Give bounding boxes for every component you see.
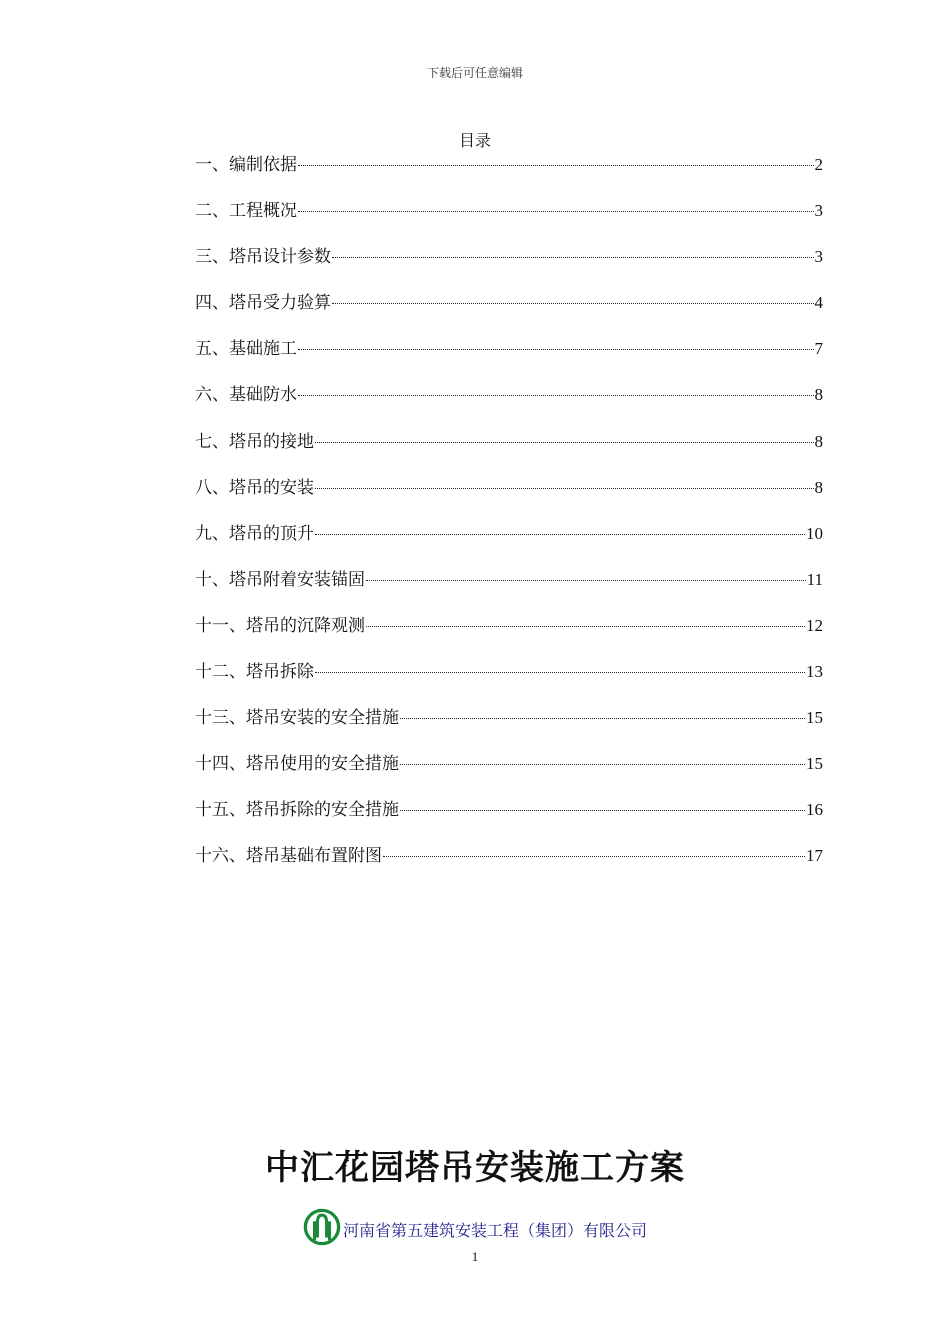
toc-item-label: 八、塔吊的安装: [195, 477, 314, 497]
company-logo-icon: [303, 1208, 343, 1251]
toc-item[interactable]: [195, 841, 823, 887]
toc-item-label: 十一、塔吊的沉降观测: [195, 615, 365, 635]
toc-leader: [315, 672, 805, 673]
toc-item[interactable]: [195, 703, 823, 749]
toc-item[interactable]: [195, 380, 823, 426]
toc-item-label: 三、塔吊设计参数: [195, 247, 331, 267]
document-title: 中汇花园塔吊安装施工方案: [265, 1150, 685, 1187]
toc-item[interactable]: [195, 795, 823, 841]
toc-item[interactable]: [195, 150, 823, 196]
toc-item-page: 10: [806, 523, 823, 543]
toc-leader: [400, 764, 805, 765]
toc-item-page: 17: [806, 846, 823, 866]
toc-item-page: 13: [806, 662, 823, 682]
toc-item-label: 十五、塔吊拆除的安全措施: [195, 800, 399, 820]
toc-item-label: 九、塔吊的顶升: [195, 523, 314, 543]
toc-leader: [400, 718, 805, 719]
toc-item-label: 十、塔吊附着安装锚固: [195, 569, 365, 589]
toc-item-label: 七、塔吊的接地: [195, 431, 314, 451]
toc-item-page: 15: [806, 708, 823, 728]
toc-leader: [315, 534, 805, 535]
toc-title: 目录: [458, 133, 491, 150]
toc-item-label: 四、塔吊受力验算: [195, 293, 331, 313]
toc-item-page: 4: [814, 293, 823, 313]
toc-leader: [315, 442, 814, 443]
toc-item[interactable]: [195, 288, 823, 334]
toc-leader: [298, 211, 814, 212]
toc-item-page: 15: [806, 754, 823, 774]
toc-item-label: 十三、塔吊安装的安全措施: [195, 708, 399, 728]
toc-item[interactable]: [195, 519, 823, 565]
toc-item[interactable]: [195, 334, 823, 380]
toc-leader: [298, 395, 814, 396]
toc-leader: [315, 488, 814, 489]
toc-leader: [332, 303, 814, 304]
toc-leader: [298, 165, 814, 166]
toc-item-page: 8: [814, 477, 823, 497]
toc-item-label: 五、基础施工: [195, 339, 297, 359]
table-of-contents: [195, 150, 823, 888]
toc-item-page: 3: [814, 247, 823, 267]
toc-item[interactable]: [195, 473, 823, 519]
toc-item[interactable]: [195, 242, 823, 288]
toc-item-page: 12: [806, 615, 823, 635]
toc-item-label: 六、基础防水: [195, 385, 297, 405]
toc-item[interactable]: [195, 749, 823, 795]
toc-item-label: 二、工程概况: [195, 201, 297, 221]
company-footer: [0, 1208, 950, 1251]
toc-item-label: 十六、塔吊基础布置附图: [195, 846, 382, 866]
toc-item-page: 16: [806, 800, 823, 820]
toc-item-page: 3: [814, 201, 823, 221]
toc-leader: [366, 626, 805, 627]
company-name: 河南省第五建筑安装工程（集团）有限公司: [342, 1223, 647, 1240]
toc-leader: [400, 810, 805, 811]
toc-item-label: 一、编制依据: [195, 155, 297, 174]
toc-item-page: 2: [814, 155, 823, 174]
toc-leader: [298, 349, 814, 350]
toc-leader: [366, 580, 806, 581]
header-note: 下载后可任意编辑: [426, 66, 523, 80]
toc-leader: [332, 257, 814, 258]
toc-item[interactable]: [195, 657, 823, 703]
toc-item-label: 十二、塔吊拆除: [195, 662, 314, 682]
toc-item-page: 11: [806, 569, 823, 589]
toc-item[interactable]: [195, 565, 823, 611]
toc-item[interactable]: [195, 611, 823, 657]
toc-item[interactable]: [195, 196, 823, 242]
page-number: 1: [471, 1249, 479, 1264]
toc-item-page: 7: [814, 339, 823, 359]
toc-item[interactable]: [195, 427, 823, 473]
toc-item-label: 十四、塔吊使用的安全措施: [195, 754, 399, 774]
toc-item-page: 8: [814, 385, 823, 405]
toc-leader: [383, 856, 805, 857]
toc-item-page: 8: [814, 431, 823, 451]
